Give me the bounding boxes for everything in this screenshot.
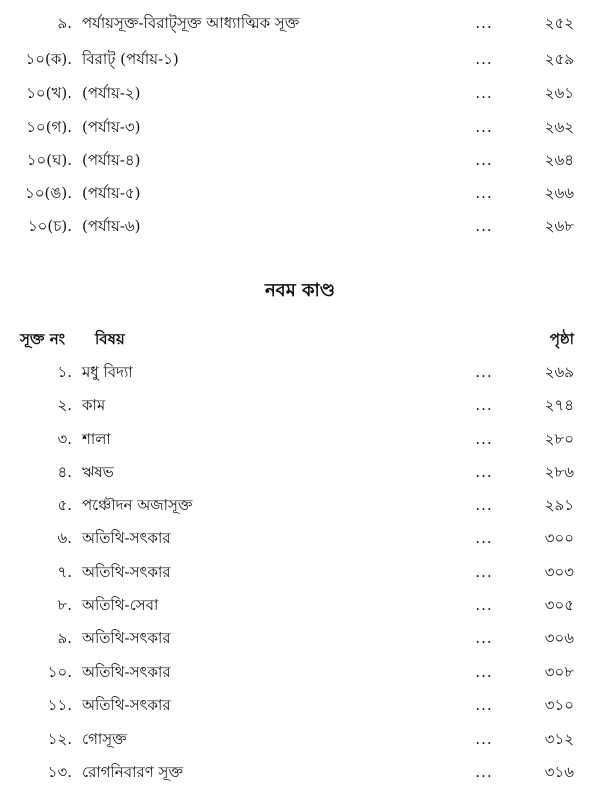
toc-entry (0, 724, 600, 754)
entry-title: (পর্যায়-৫) (82, 184, 141, 202)
leader-dots: ... (475, 430, 493, 448)
toc-entry (0, 78, 600, 108)
entry-page-number: ২৮৬ (544, 463, 574, 481)
entry-page-number: ২৭৪ (544, 396, 574, 414)
leader-dots: ... (475, 563, 493, 581)
toc-entry (0, 523, 600, 553)
toc-entry (0, 44, 600, 74)
entry-page-number: ৩১৬ (544, 763, 574, 781)
entry-title: ঋষভ (82, 463, 114, 481)
entry-page-number: ২৬৮ (544, 217, 574, 235)
entry-number: ৮. (57, 596, 72, 614)
leader-dots: ... (475, 763, 493, 781)
column-header-number: সূক্ত নং (20, 330, 66, 348)
toc-entry (0, 557, 600, 587)
column-header-subject: বিষয় (95, 330, 125, 348)
leader-dots: ... (475, 463, 493, 481)
entry-page-number: ৩১০ (544, 696, 574, 714)
entry-number: ১. (57, 363, 72, 381)
entry-page-number: ২৫৯ (544, 50, 574, 68)
toc-entry (0, 657, 600, 687)
toc-entry (0, 757, 600, 787)
toc-entry (0, 623, 600, 653)
toc-entry (0, 211, 600, 241)
entry-number: ২. (57, 396, 72, 414)
leader-dots: ... (475, 151, 493, 169)
entry-number: ৭. (57, 563, 72, 581)
toc-entry (0, 390, 600, 420)
entry-title: (পর্যায়-৩) (82, 118, 141, 136)
leader-dots: ... (475, 663, 493, 681)
entry-number: ১২. (47, 730, 72, 748)
entry-title: (পর্যায়-৬) (82, 217, 141, 235)
entry-title: মধু বিদ্যা (82, 363, 133, 381)
leader-dots: ... (475, 217, 493, 235)
entry-page-number: ২৬১ (544, 84, 574, 102)
entry-number: ১০(খ). (26, 84, 72, 102)
entry-page-number: ৩০৩ (544, 563, 574, 581)
leader-dots: ... (475, 184, 493, 202)
entry-number: ১০(চ). (27, 217, 72, 235)
entry-title: অতিথি-সেবা (82, 596, 159, 614)
toc-entry (0, 690, 600, 720)
entry-title: রোগনিবারণ সূক্ত (82, 763, 184, 781)
entry-number: ১০(ক). (25, 50, 72, 68)
entry-page-number: ৩০০ (544, 529, 574, 547)
leader-dots: ... (475, 596, 493, 614)
entry-number: ৩. (57, 430, 72, 448)
column-header-page: পৃষ্ঠা (549, 330, 574, 348)
toc-entry (0, 457, 600, 487)
toc-entry (0, 590, 600, 620)
leader-dots: ... (475, 496, 493, 514)
toc-entry (0, 424, 600, 454)
toc-entry (0, 357, 600, 387)
entry-number: ১০. (47, 663, 72, 681)
entry-number: ১৩. (47, 763, 72, 781)
leader-dots: ... (475, 396, 493, 414)
column-header-row (0, 324, 600, 354)
entry-page-number: ২৫২ (544, 14, 574, 32)
entry-page-number: ৩১২ (544, 730, 574, 748)
toc-entry (0, 112, 600, 142)
entry-page-number: ২৬৬ (544, 184, 574, 202)
entry-title: অতিথি-সৎকার (82, 563, 171, 581)
entry-title: পর্যায়সূক্ত-বিরাট্‌সূক্ত আধ্যাত্মিক সূক্ত (82, 14, 300, 32)
leader-dots: ... (475, 118, 493, 136)
leader-dots: ... (475, 363, 493, 381)
entry-page-number: ৩০৬ (544, 629, 574, 647)
entry-title: অতিথি-সৎকার (82, 629, 171, 647)
entry-title: অতিথি-সৎকার (82, 663, 171, 681)
entry-page-number: ২৬৯ (544, 363, 574, 381)
entry-number: ১১. (47, 696, 72, 714)
entry-page-number: ২৬৪ (544, 151, 574, 169)
entry-title: গোসূক্ত (82, 730, 127, 748)
toc-entry (0, 8, 600, 38)
entry-title: কাম (82, 396, 106, 414)
entry-number: ৯. (57, 14, 72, 32)
leader-dots: ... (475, 50, 493, 68)
entry-number: ১০(ঙ). (25, 184, 72, 202)
leader-dots: ... (475, 696, 493, 714)
entry-title: অতিথি-সৎকার (82, 529, 171, 547)
entry-title: অতিথি-সৎকার (82, 696, 171, 714)
entry-title: (পর্যায়-৪) (82, 151, 141, 169)
entry-page-number: ৩০৫ (544, 596, 574, 614)
entry-page-number: ২৬২ (544, 118, 574, 136)
leader-dots: ... (475, 730, 493, 748)
section-title: নবম কাণ্ড (264, 280, 336, 301)
leader-dots: ... (475, 529, 493, 547)
entry-title: শালা (82, 430, 111, 448)
entry-page-number: ২৮০ (544, 430, 574, 448)
toc-entry (0, 490, 600, 520)
entry-number: ১০(গ). (26, 118, 72, 136)
entry-title: বিরাট্‌ (পর্যায়-১) (82, 50, 179, 68)
entry-title: (পর্যায়-২) (82, 84, 141, 102)
entry-number: ৫. (57, 496, 72, 514)
entry-number: ৬. (57, 529, 72, 547)
leader-dots: ... (475, 84, 493, 102)
leader-dots: ... (475, 14, 493, 32)
entry-number: ১০(ঘ). (26, 151, 72, 169)
entry-number: ৪. (57, 463, 72, 481)
entry-page-number: ২৯১ (544, 496, 574, 514)
leader-dots: ... (475, 629, 493, 647)
toc-entry (0, 178, 600, 208)
entry-page-number: ৩০৮ (544, 663, 574, 681)
entry-number: ৯. (57, 629, 72, 647)
entry-title: পঞ্চৌদন অজাসূক্ত (82, 496, 193, 514)
toc-entry (0, 145, 600, 175)
